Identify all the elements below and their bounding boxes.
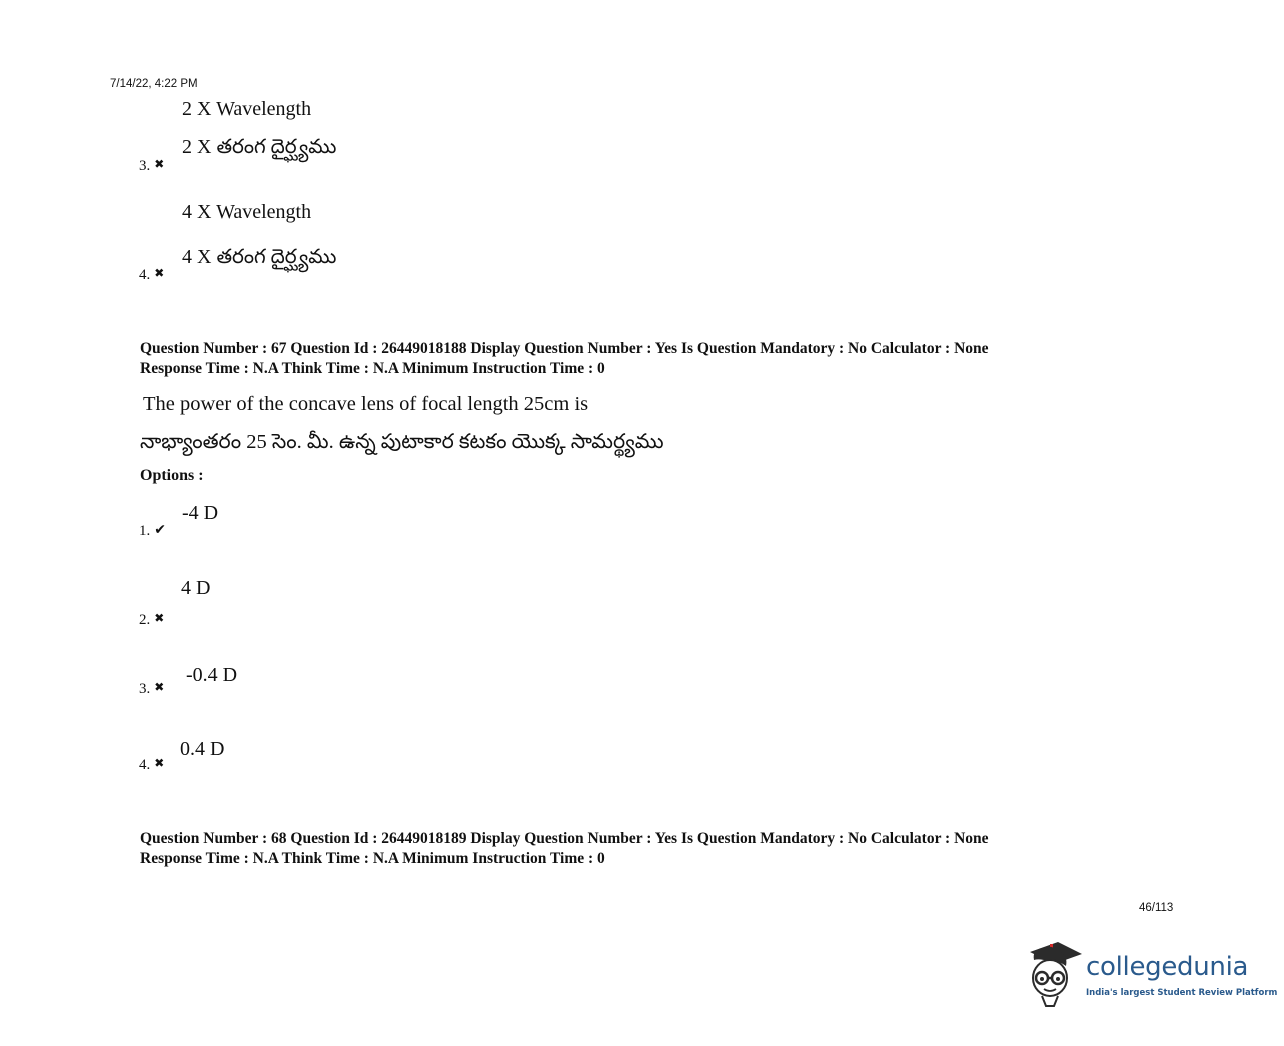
option-3-marker	[139, 157, 164, 175]
question-67-meta	[140, 339, 989, 379]
check-mark-icon: ✔	[154, 522, 166, 538]
q67-option-4-text: 0.4 D	[180, 738, 225, 760]
option-number: 3.	[139, 158, 151, 174]
option-4-marker	[139, 266, 164, 284]
page-number: 46/113	[1139, 902, 1174, 914]
option-number: 4.	[139, 267, 151, 283]
mascot-icon	[1024, 938, 1086, 1012]
cross-mark-icon: ✖	[154, 611, 165, 625]
cross-mark-icon: ✖	[154, 756, 165, 770]
option-4-english: 4 X Wavelength	[182, 201, 312, 223]
option-number: 3.	[139, 681, 151, 697]
question-68-meta	[140, 829, 989, 869]
logo-brand-text: collegedunia	[1086, 952, 1249, 982]
cross-mark-icon: ✖	[154, 157, 165, 171]
collegedunia-logo	[1024, 938, 1278, 1012]
options-label: Options :	[140, 467, 204, 484]
option-number: 2.	[139, 612, 151, 628]
q67-option-3-marker	[139, 680, 164, 698]
option-number: 1.	[139, 523, 151, 539]
option-4-telugu: 4 X తరంగ దైర్ఘ్యము	[182, 246, 337, 268]
question-68-meta-line2: Response Time : N.A Think Time : N.A Minimum Instruction Time : 0	[140, 850, 605, 867]
q67-option-2-text: 4 D	[181, 577, 211, 599]
q67-option-2-marker	[139, 611, 164, 629]
option-3-telugu: 2 X తరంగ దైర్ఘ్యము	[182, 136, 337, 158]
cross-mark-icon: ✖	[154, 266, 165, 280]
question-68-meta-line1: Question Number : 68 Question Id : 26449018189 Display Question Number : Yes Is Question Mandatory : No Calculator : None	[140, 830, 989, 847]
question-67-text-english: The power of the concave lens of focal length 25cm is	[143, 393, 589, 415]
q67-option-3-text: -0.4 D	[186, 664, 238, 686]
print-timestamp: 7/14/22, 4:22 PM	[110, 78, 198, 90]
question-67-meta-line1: Question Number : 67 Question Id : 26449018188 Display Question Number : Yes Is Question Mandatory : No Calculator : None	[140, 340, 989, 357]
q67-option-1-marker	[139, 522, 166, 540]
logo-tagline: India's largest Student Review Platform	[1086, 988, 1278, 998]
cross-mark-icon: ✖	[154, 680, 165, 694]
q67-option-1-text: -4 D	[182, 502, 219, 524]
option-number: 4.	[139, 757, 151, 773]
question-67-text-telugu: నాభ్యాంతరం 25 సెం. మీ. ఉన్న పుటాకార కటకం యొక్క సామర్థ్యము	[140, 431, 664, 453]
option-3-english: 2 X Wavelength	[182, 98, 312, 120]
question-67-meta-line2: Response Time : N.A Think Time : N.A Minimum Instruction Time : 0	[140, 360, 605, 377]
q67-option-4-marker	[139, 756, 164, 774]
